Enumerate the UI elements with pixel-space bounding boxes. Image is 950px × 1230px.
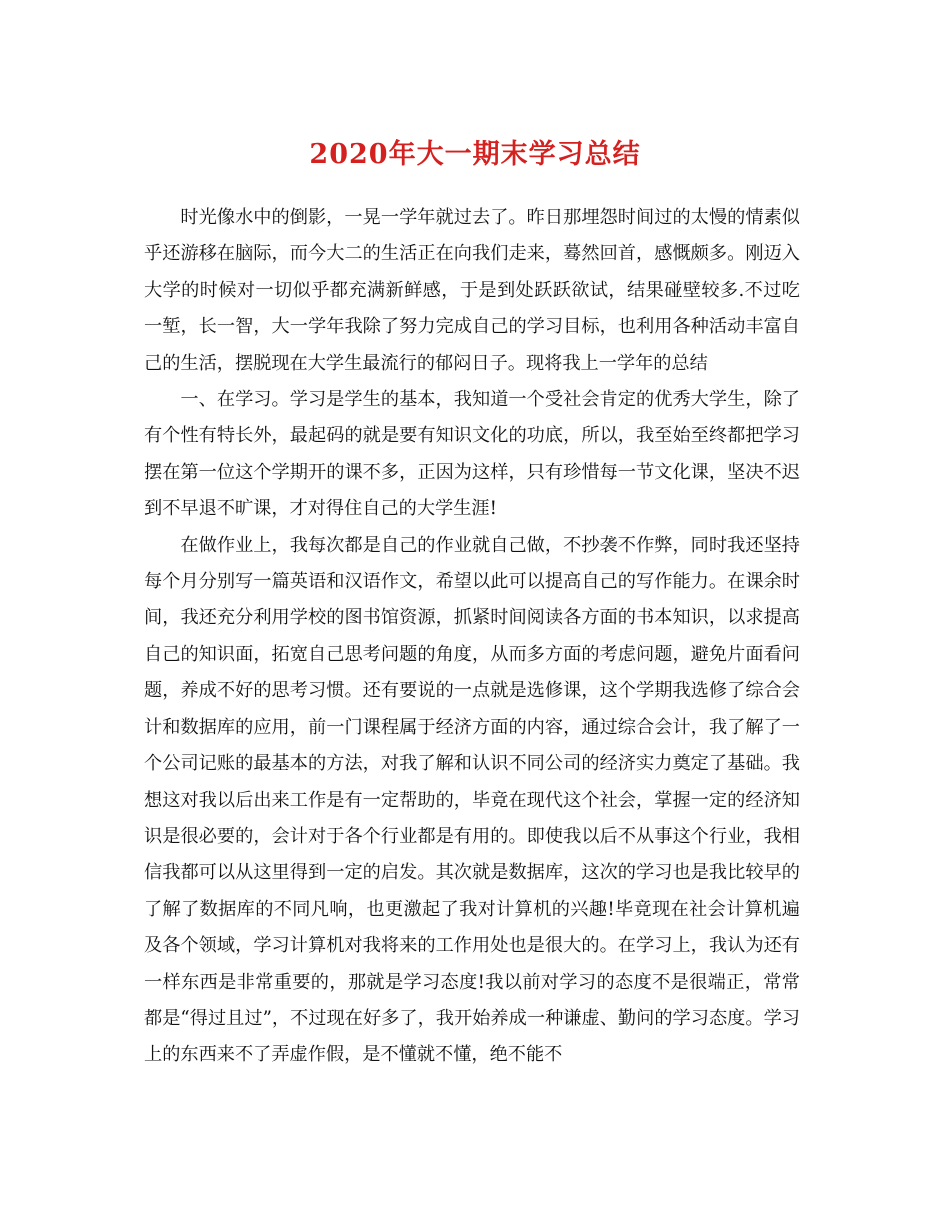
document-title: 2020年大一期末学习总结: [309, 139, 641, 170]
document-body: [144, 200, 800, 1074]
paragraph-homework: 在做作业上，我每次都是自己的作业就自己做，不抄袭不作弊，同时我还坚持每个月分别写一篇英语和汉语作文，希望以此可以提高自己的写作能力。在课余时间，我还充分利用学校的图书馆资源，抓紧时间阅读各方面的书本知识，以求提高自己的知识面，拓宽自己思考问题的角度，从而多方面的考虑问题，避免片面看问题，养成不好的思考习惯。还有要说的一点就是选修课，这个学期我选修了综合会计和数据库的应用，前一门课程属于经济方面的内容，通过综合会计，我了解了一个公司记账的最基本的方法，对我了解和认识不同公司的经济实力奠定了基础。我想这对我以后出来工作是有一定帮助的，毕竟在现代这个社会，掌握一定的经济知识是很必要的，会计对于各个行业都是有用的。即使我以后不从事这个行业，我相信我都可以从这里得到一定的启发。其次就是数据库，这次的学习也是我比较早的了解了数据库的不同凡响，也更激起了我对计算机的兴趣!毕竟现在社会计算机遍及各个领域，学习计算机对我将来的工作用处也是很大的。在学习上，我认为还有一样东西是非常重要的，那就是学习态度!我以前对学习的态度不是很端正，常常都是“得过且过”，不过现在好多了，我开始养成一种谦虚、勤问的学习态度。学习上的东西来不了弄虚作假，是不懂就不懂，绝不能不: [144, 534, 800, 1066]
paragraph-intro: 时光像水中的倒影，一晃一学年就过去了。昨日那埋怨时间过的太慢的情素似乎还游移在脑际，而今大二的生活正在向我们走来，蓦然回首，感慨颇多。刚迈入大学的时候对一切似乎都充满新鲜感，于是到处跃跃欲试，结果碰壁较多.不过吃一堑，长一智，大一学年我除了努力完成自己的学习目标，也利用各种活动丰富自己的生活，摆脱现在大学生最流行的郁闷日子。现将我上一学年的总结: [144, 207, 800, 374]
paragraph-study: 一、在学习。学习是学生的基本，我知道一个受社会肯定的优秀大学生，除了有个性有特长外，最起码的就是要有知识文化的功底，所以，我至始至终都把学习摆在第一位这个学期开的课不多，正因为这样，只有珍惜每一节文化课，坚决不迟到不早退不旷课，才对得住自己的大学生涯!: [144, 389, 800, 520]
